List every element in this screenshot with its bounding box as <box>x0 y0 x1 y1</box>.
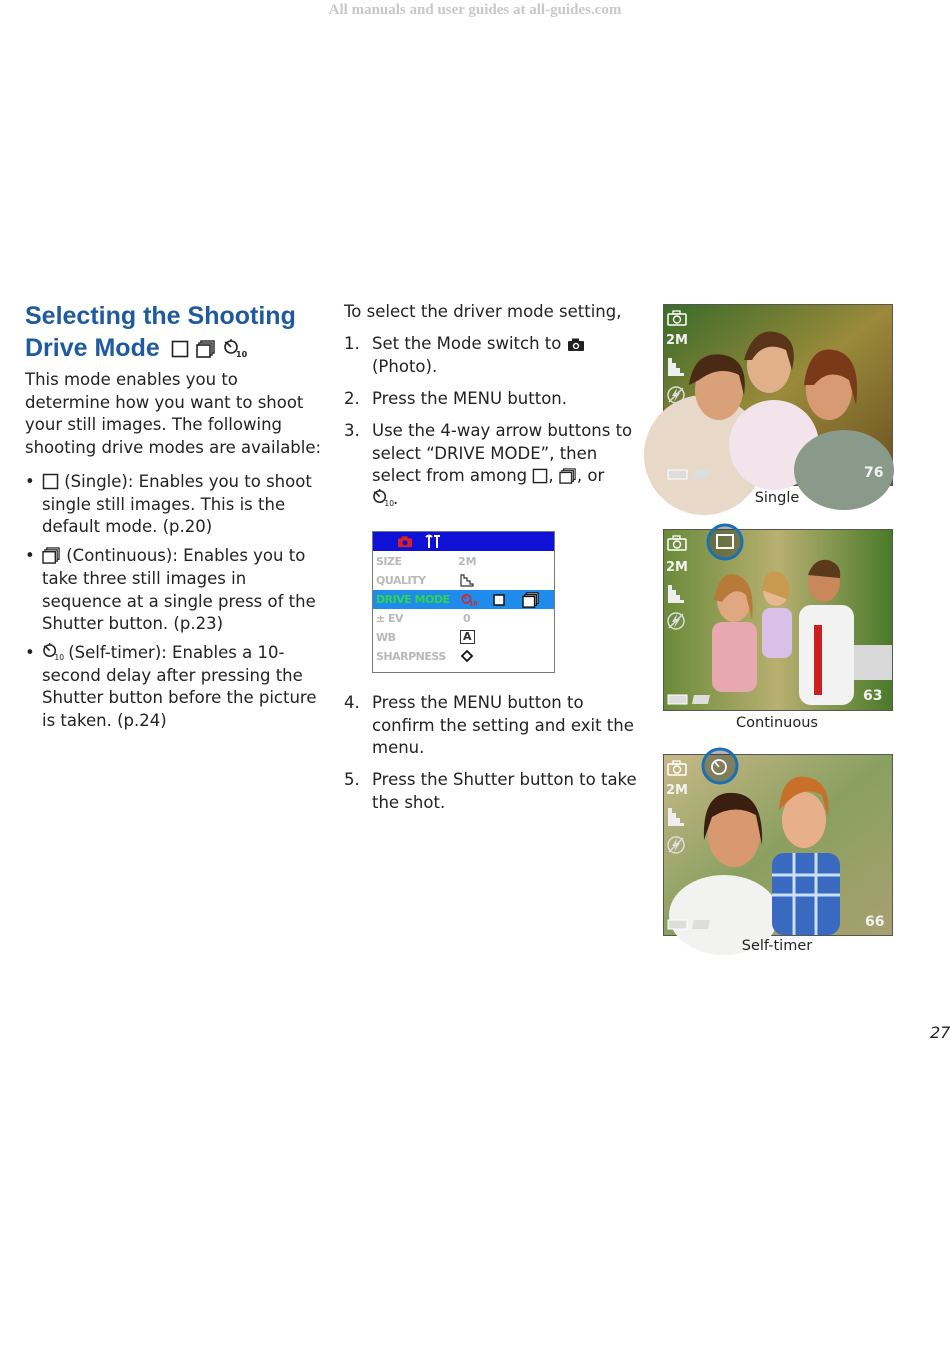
caption-continuous: Continuous <box>736 715 818 731</box>
quality-stairs-icon <box>667 357 685 377</box>
photo-single-image <box>664 305 892 485</box>
steps-lead: To select the driver mode setting, <box>344 302 622 321</box>
battery-icon <box>667 694 689 705</box>
bullet-dot: • <box>25 472 35 491</box>
flash-off-icon <box>666 385 686 405</box>
list-item-continuous <box>25 545 325 636</box>
step-4 <box>344 692 644 760</box>
step-2-text: Press the MENU button. <box>372 389 567 408</box>
camera-menu-screen <box>372 531 555 673</box>
step-3-separator: , <box>548 466 554 486</box>
step-text <box>372 420 644 511</box>
intro-paragraph: This mode enables you to determine how you want to shoot your still images. The following shooting drive modes are available: <box>25 370 322 458</box>
step-1-text: Set the Mode switch to <box>372 334 562 353</box>
menu-row-drive-mode[interactable] <box>373 590 554 609</box>
setup-tools-icon <box>425 534 441 549</box>
svg-text:10: 10 <box>54 652 65 662</box>
photo-single <box>663 304 893 486</box>
camera-icon <box>567 337 585 352</box>
step-1 <box>344 333 644 378</box>
menu-value: 2M <box>458 555 477 568</box>
osd-size-label: 2M <box>666 783 688 798</box>
step-3-end: . <box>393 489 399 509</box>
osd-size-label: 2M <box>666 560 688 575</box>
quality-stairs-icon <box>667 807 685 827</box>
title-drive-mode: Drive Mode <box>25 334 160 362</box>
bullet-dot: • <box>25 546 35 566</box>
highlight-self-timer-icon <box>700 746 740 786</box>
step-3-separator-or: , or <box>576 466 605 486</box>
caption-self-timer: Self-timer <box>741 938 813 954</box>
menu-row-wb[interactable] <box>373 628 554 647</box>
svg-text:10: 10 <box>384 499 395 509</box>
step-2 <box>344 388 644 411</box>
flash-off-icon <box>666 835 686 855</box>
shots-remaining: 63 <box>863 688 883 704</box>
title-line-1: Selecting the Shooting <box>25 302 296 330</box>
menu-label: SHARPNESS <box>376 650 446 663</box>
continuous-frames-icon <box>42 547 61 564</box>
battery-icon <box>667 919 689 930</box>
single-frame-icon <box>532 468 548 484</box>
continuous-frames-icon <box>196 340 216 358</box>
flash-off-icon <box>666 611 686 631</box>
svg-text:10: 10 <box>469 600 478 608</box>
single-frame-icon <box>42 473 59 490</box>
quality-stairs-icon <box>667 584 685 604</box>
menu-label: WB <box>376 631 396 644</box>
photo-self-timer-image <box>664 755 892 935</box>
list-item-single <box>25 471 325 539</box>
step-1-text-end: (Photo). <box>372 356 438 376</box>
bullet-dot: • <box>25 642 35 662</box>
watermark: All manuals and user guides at all-guides.com <box>328 2 622 18</box>
menu-row-sharpness[interactable] <box>373 647 554 666</box>
camera-mode-icon <box>667 760 687 776</box>
drive-mode-list <box>25 471 325 739</box>
step-5-text: Press the Shutter button to take the shot. <box>372 770 637 812</box>
caption-single: Single <box>754 490 800 506</box>
shots-remaining: 66 <box>865 914 885 930</box>
shots-remaining: 76 <box>864 465 884 481</box>
sharpness-diamond-icon <box>461 650 473 662</box>
step-number: 4. <box>344 693 360 712</box>
self-timer-icon <box>372 488 393 507</box>
step-number: 1. <box>344 334 360 353</box>
step-4-text: Press the MENU button to confirm the setting and exit the menu. <box>372 693 634 758</box>
menu-label: SIZE <box>376 555 402 568</box>
step-3-text: Use the 4-way arrow buttons to select “DRIVE MODE”, then select from among <box>372 421 633 486</box>
bullet-text-self-timer: (Self-timer): Enables a 10-second delay after pressing the Shutter button before the picture is taken. (p.24) <box>42 642 317 731</box>
highlight-continuous-icon <box>705 522 745 562</box>
menu-value: A <box>460 630 475 644</box>
sd-card-icon <box>691 469 711 480</box>
step-number: 2. <box>344 389 360 408</box>
continuous-frames-icon <box>522 592 540 608</box>
osd-size-label: 2M <box>666 333 688 348</box>
menu-value: 0 <box>463 612 471 625</box>
step-number: 5. <box>344 770 360 789</box>
photo-self-timer <box>663 754 893 936</box>
step-3 <box>344 420 644 511</box>
page-number: 27 <box>930 1023 950 1042</box>
self-timer-icon <box>223 338 245 358</box>
page-title <box>25 300 325 364</box>
single-frame-icon <box>493 594 505 606</box>
menu-label: ± EV <box>376 612 404 625</box>
step-number: 3. <box>344 421 360 440</box>
svg-text:10: 10 <box>235 350 247 359</box>
camera-tab-icon <box>397 535 413 548</box>
menu-row-quality[interactable] <box>373 571 554 590</box>
menu-row-size[interactable] <box>373 552 554 571</box>
single-frame-icon <box>171 340 189 358</box>
bullet-text-single: (Single): Enables you to shoot single still images. This is the default mode. (p.20) <box>42 472 312 537</box>
menu-header <box>373 532 554 551</box>
bullet-text-continuous: (Continuous): Enables you to take three still images in sequence at a single press of the Shutter button. (p.23) <box>42 546 316 634</box>
self-timer-icon <box>461 592 476 607</box>
self-timer-icon <box>42 642 63 661</box>
continuous-frames-icon <box>559 468 577 484</box>
sd-card-icon <box>691 919 711 930</box>
quality-stairs-icon <box>460 574 474 587</box>
menu-label: QUALITY <box>376 574 426 587</box>
menu-label: DRIVE MODE <box>376 593 450 606</box>
step-5 <box>344 769 644 814</box>
menu-row-ev[interactable] <box>373 609 554 628</box>
camera-mode-icon <box>667 535 687 551</box>
sd-card-icon <box>691 694 711 705</box>
title-line-2 <box>25 332 325 364</box>
photo-continuous <box>663 529 893 711</box>
list-item-self-timer <box>25 642 325 733</box>
step-text <box>372 333 644 378</box>
battery-icon <box>667 469 689 480</box>
camera-mode-icon <box>667 310 687 326</box>
photo-continuous-image <box>664 530 892 710</box>
